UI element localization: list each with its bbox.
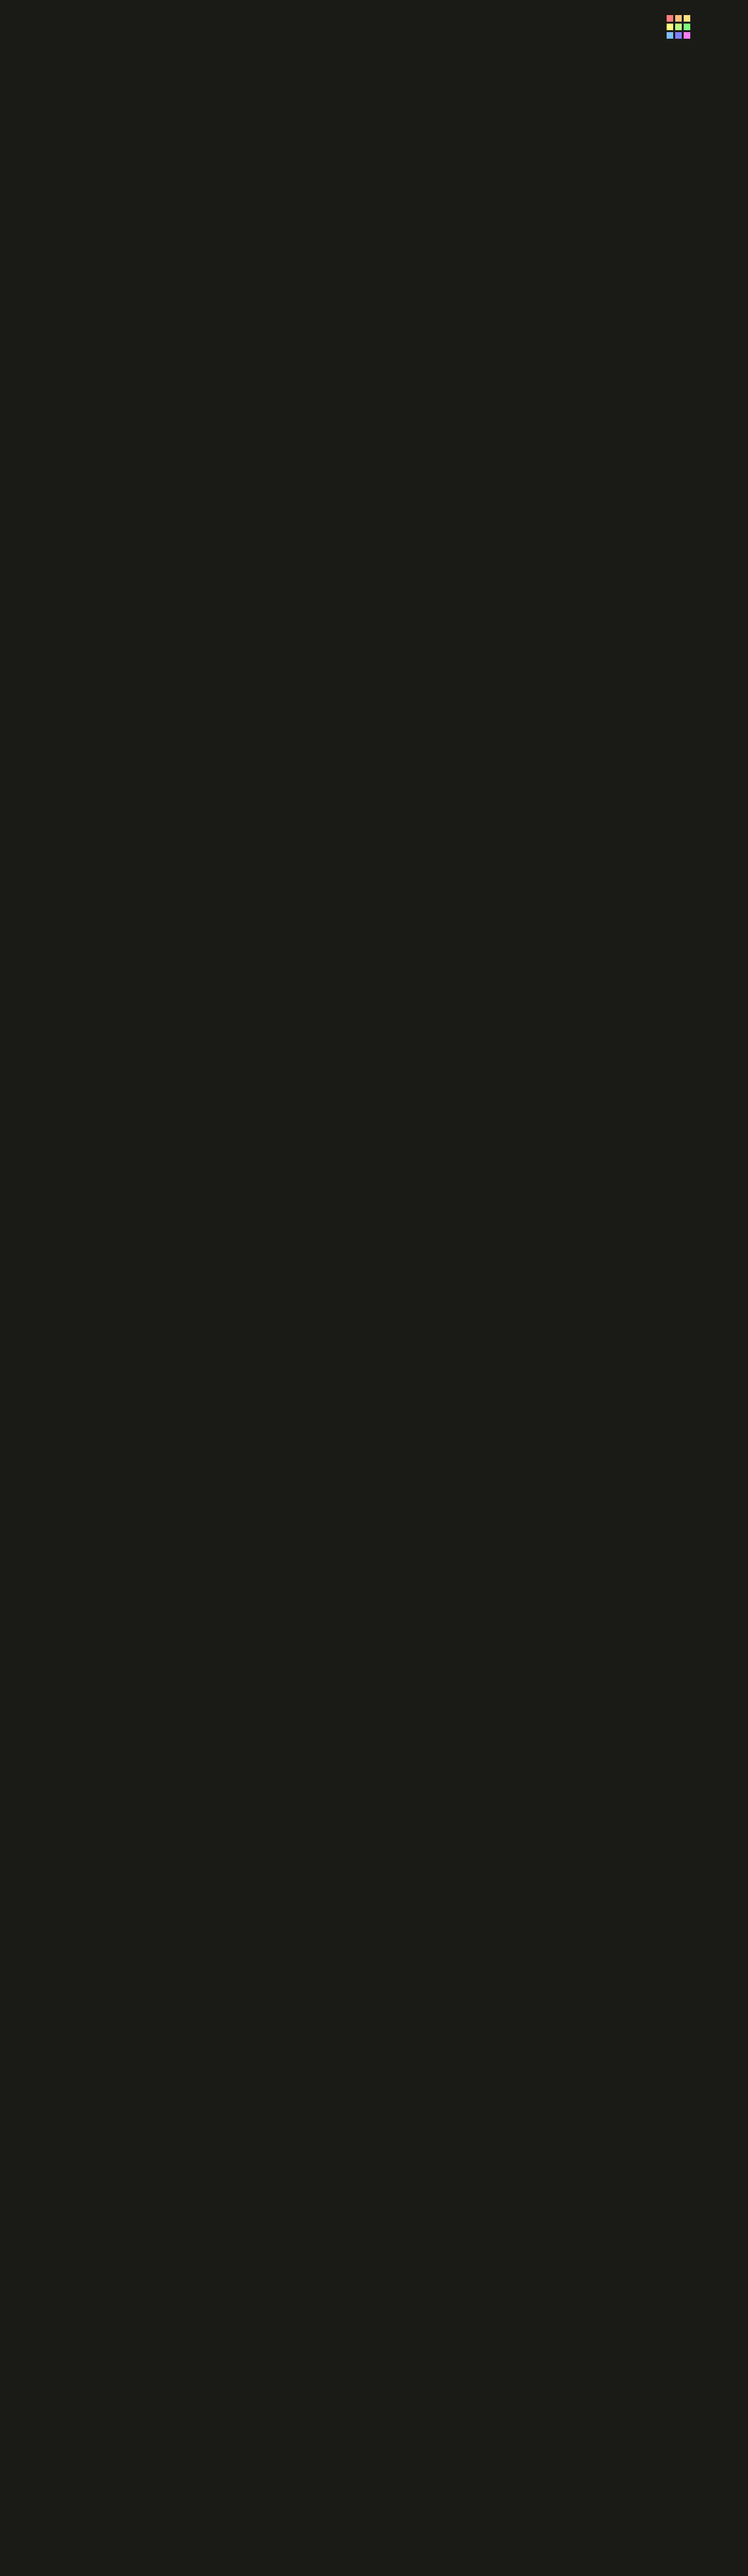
tier-list: [0, 53, 748, 54]
tiermaker-grid-icon: [667, 15, 690, 39]
tiermaker-logo[interactable]: [615, 0, 748, 53]
top-header-row: [0, 0, 748, 53]
top-row-items: [0, 0, 615, 53]
